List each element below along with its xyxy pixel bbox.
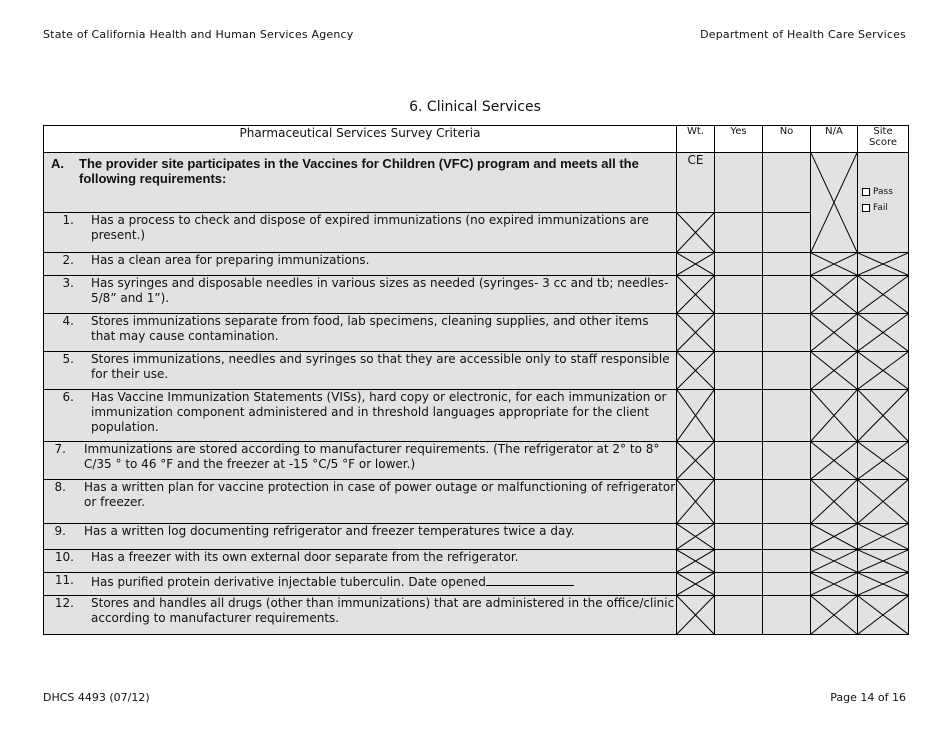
site-score-column-header [858, 126, 909, 153]
cross-out-mark [811, 442, 857, 479]
site-score-cell-crossed [858, 314, 909, 352]
weight-cell-crossed [677, 276, 715, 314]
item-criteria [44, 480, 677, 524]
table-row [44, 550, 909, 573]
item-number: 6. [62, 390, 74, 404]
site-score-cell-crossed [858, 550, 909, 573]
section-a-no-cell[interactable] [763, 153, 811, 213]
cross-out-mark [677, 213, 714, 252]
pass-label: Pass [873, 186, 893, 197]
yes-cell[interactable] [715, 596, 763, 635]
form-id: DHCS 4493 (07/12) [43, 691, 150, 704]
cross-out-mark [811, 390, 857, 441]
agency-header: State of California Health and Human Services Agency [43, 28, 354, 41]
na-cell-crossed [811, 276, 858, 314]
item-criteria [44, 550, 677, 573]
weight-cell-crossed [677, 390, 715, 442]
cross-out-mark [858, 596, 908, 634]
na-cell-crossed [811, 442, 858, 480]
cross-out-mark [677, 524, 714, 549]
no-cell[interactable] [763, 213, 811, 253]
item-criteria [44, 213, 677, 253]
cross-out-mark [677, 442, 714, 479]
cross-out-mark [677, 276, 714, 313]
fail-label: Fail [873, 202, 888, 213]
weight-cell-crossed [677, 352, 715, 390]
cross-out-mark [811, 550, 857, 572]
yes-cell[interactable] [715, 253, 763, 276]
weight-cell-crossed [677, 524, 715, 550]
item-text: Stores immunizations separate from food, lab specimens, cleaning supplies, and other items that may cause contamination. [91, 314, 649, 343]
item-text: Immunizations are stored according to manufacturer requirements. (The refrigerator at 2° to 8° C/35 ° to 46 °F and the freezer at -15 °C/5 °F or lower.) [84, 442, 660, 471]
cross-out-mark [677, 596, 714, 634]
item-criteria [44, 573, 677, 596]
weight-cell-crossed [677, 573, 715, 596]
item-number: 10. [54, 550, 74, 564]
site-score-cell-crossed [858, 390, 909, 442]
no-column-header: No [763, 126, 811, 153]
weight-cell-crossed [677, 596, 715, 635]
na-cell-crossed [811, 480, 858, 524]
na-cell-crossed [811, 314, 858, 352]
table-row [44, 480, 909, 524]
na-cell-crossed [811, 550, 858, 573]
cross-out-mark [811, 480, 857, 523]
site-score-cell-crossed [858, 253, 909, 276]
item-number: 3. [62, 276, 74, 290]
cross-out-mark [858, 276, 908, 313]
cross-out-mark [677, 352, 714, 389]
item-text: Stores immunizations, needles and syringes so that they are accessible only to staff responsible for their use. [91, 352, 670, 381]
pass-option[interactable] [862, 187, 908, 197]
table-row [44, 213, 909, 253]
site-score-cell-crossed [858, 573, 909, 596]
cross-out-mark [858, 442, 908, 479]
cross-out-mark [811, 573, 857, 595]
page-number: Page 14 of 16 [830, 691, 906, 704]
na-cell-crossed [811, 573, 858, 596]
table-header-row [44, 126, 909, 153]
no-cell[interactable] [763, 480, 811, 524]
item-number: 12. [54, 596, 74, 610]
cross-out-mark [858, 352, 908, 389]
no-cell[interactable] [763, 390, 811, 442]
section-a-row [44, 153, 909, 213]
site-score-cell-crossed [858, 524, 909, 550]
item-criteria [44, 524, 677, 550]
cross-out-mark [677, 390, 714, 441]
na-cell-crossed [811, 390, 858, 442]
cross-out-mark [858, 253, 908, 275]
yes-cell[interactable] [715, 442, 763, 480]
site-score-cell-crossed [858, 352, 909, 390]
table-row [44, 442, 909, 480]
yes-cell[interactable] [715, 276, 763, 314]
no-cell[interactable] [763, 314, 811, 352]
table-row [44, 352, 909, 390]
table-row [44, 390, 909, 442]
table-row [44, 596, 909, 635]
no-cell[interactable] [763, 573, 811, 596]
cross-out-mark [677, 253, 714, 275]
item-number: 11. [54, 573, 74, 587]
no-cell[interactable] [763, 253, 811, 276]
na-cell-crossed [811, 352, 858, 390]
table-row [44, 253, 909, 276]
table-row [44, 573, 909, 596]
yes-cell[interactable] [715, 352, 763, 390]
criteria-column-header: Pharmaceutical Services Survey Criteria [44, 126, 677, 153]
item-text: Has a written plan for vaccine protection in case of power outage or malfunctioning of refrigerator or freezer. [84, 480, 676, 509]
section-a-site-score [858, 153, 909, 253]
weight-cell-crossed [677, 213, 715, 253]
item-number: 4. [62, 314, 74, 328]
section-a-text: The provider site participates in the Vaccines for Children (VFC) program and meets all the following requirements: [79, 156, 639, 186]
section-a-yes-cell[interactable] [715, 153, 763, 213]
cross-out-mark [858, 314, 908, 351]
cross-out-mark [677, 480, 714, 523]
cross-out-mark [677, 573, 714, 595]
weight-cell-crossed [677, 314, 715, 352]
weight-cell-crossed [677, 550, 715, 573]
cross-out-mark [858, 573, 908, 595]
na-cell-crossed [811, 596, 858, 635]
site-score-header-line2: Score [868, 137, 897, 148]
section-a-letter: A. [51, 156, 64, 171]
cross-out-mark [811, 253, 857, 275]
cross-out-mark [677, 550, 714, 572]
item-text: Has a process to check and dispose of expired immunizations (no expired immunizations are present.) [91, 213, 649, 242]
department-header: Department of Health Care Services [700, 28, 906, 41]
item-number: 5. [62, 352, 74, 366]
no-cell[interactable] [763, 550, 811, 573]
item-text: Has Vaccine Immunization Statements (VISs), hard copy or electronic, for each immunization or immunization component administered and in threshold languages appropriate for the client population. [91, 390, 667, 434]
section-a-weight: CE [677, 153, 715, 213]
cross-out-mark [811, 276, 857, 313]
item-number: 1. [62, 213, 74, 227]
section-title: 6. Clinical Services [409, 99, 541, 115]
cross-out-mark [858, 524, 908, 549]
no-cell[interactable] [763, 276, 811, 314]
weight-cell-crossed [677, 253, 715, 276]
na-column-header: N/A [811, 126, 858, 153]
item-number: 7. [54, 442, 66, 456]
cross-out-mark [811, 314, 857, 351]
na-cell-crossed [811, 524, 858, 550]
yes-cell[interactable] [715, 213, 763, 253]
item-text: Has purified protein derivative injectable tuberculin. Date opened [91, 575, 486, 589]
item-criteria [44, 253, 677, 276]
yes-cell[interactable] [715, 524, 763, 550]
section-a-na-cell-crossed [811, 153, 858, 253]
no-cell[interactable] [763, 442, 811, 480]
yes-cell[interactable] [715, 390, 763, 442]
weight-cell-crossed [677, 480, 715, 524]
item-number: 2. [62, 253, 74, 267]
survey-table [43, 125, 909, 635]
no-cell[interactable] [763, 524, 811, 550]
item-criteria [44, 352, 677, 390]
cross-out-mark [677, 314, 714, 351]
item-number: 8. [54, 480, 66, 494]
cross-out-mark [811, 352, 857, 389]
cross-out-mark [858, 480, 908, 523]
weight-column-header: Wt. [677, 126, 715, 153]
cross-out-mark [858, 390, 908, 441]
table-row [44, 276, 909, 314]
cross-out-mark [858, 550, 908, 572]
fail-checkbox[interactable] [862, 204, 870, 212]
na-cell-crossed [811, 253, 858, 276]
item-text: Has a freezer with its own external door separate from the refrigerator. [91, 550, 519, 564]
yes-cell[interactable] [715, 550, 763, 573]
no-cell[interactable] [763, 352, 811, 390]
date-opened-blank[interactable] [486, 573, 574, 586]
site-score-cell-crossed [858, 480, 909, 524]
item-text: Has a written log documenting refrigerator and freezer temperatures twice a day. [84, 524, 575, 538]
site-score-cell-crossed [858, 596, 909, 635]
item-text: Stores and handles all drugs (other than immunizations) that are administered in the office/clinic according to manufacturer requirements. [91, 596, 675, 625]
item-number: 9. [54, 524, 66, 538]
yes-column-header: Yes [715, 126, 763, 153]
fail-option[interactable] [862, 203, 908, 213]
yes-cell[interactable] [715, 480, 763, 524]
weight-cell-crossed [677, 442, 715, 480]
cross-out-mark [811, 524, 857, 549]
table-row [44, 524, 909, 550]
item-text: Has a clean area for preparing immunizations. [91, 253, 370, 267]
cross-out-mark [811, 596, 857, 634]
item-criteria [44, 276, 677, 314]
pass-checkbox[interactable] [862, 188, 870, 196]
no-cell[interactable] [763, 596, 811, 635]
table-row [44, 314, 909, 352]
item-criteria [44, 442, 677, 480]
item-text: Has syringes and disposable needles in various sizes as needed (syringes- 3 cc and tb; needles- 5/8” and 1”). [91, 276, 669, 305]
item-criteria [44, 390, 677, 442]
section-a-criteria [44, 153, 677, 213]
yes-cell[interactable] [715, 314, 763, 352]
item-criteria [44, 596, 677, 635]
yes-cell[interactable] [715, 573, 763, 596]
site-score-cell-crossed [858, 442, 909, 480]
cross-out-mark [811, 153, 857, 252]
site-score-cell-crossed [858, 276, 909, 314]
item-criteria [44, 314, 677, 352]
site-score-header-line1: Site [873, 126, 893, 137]
